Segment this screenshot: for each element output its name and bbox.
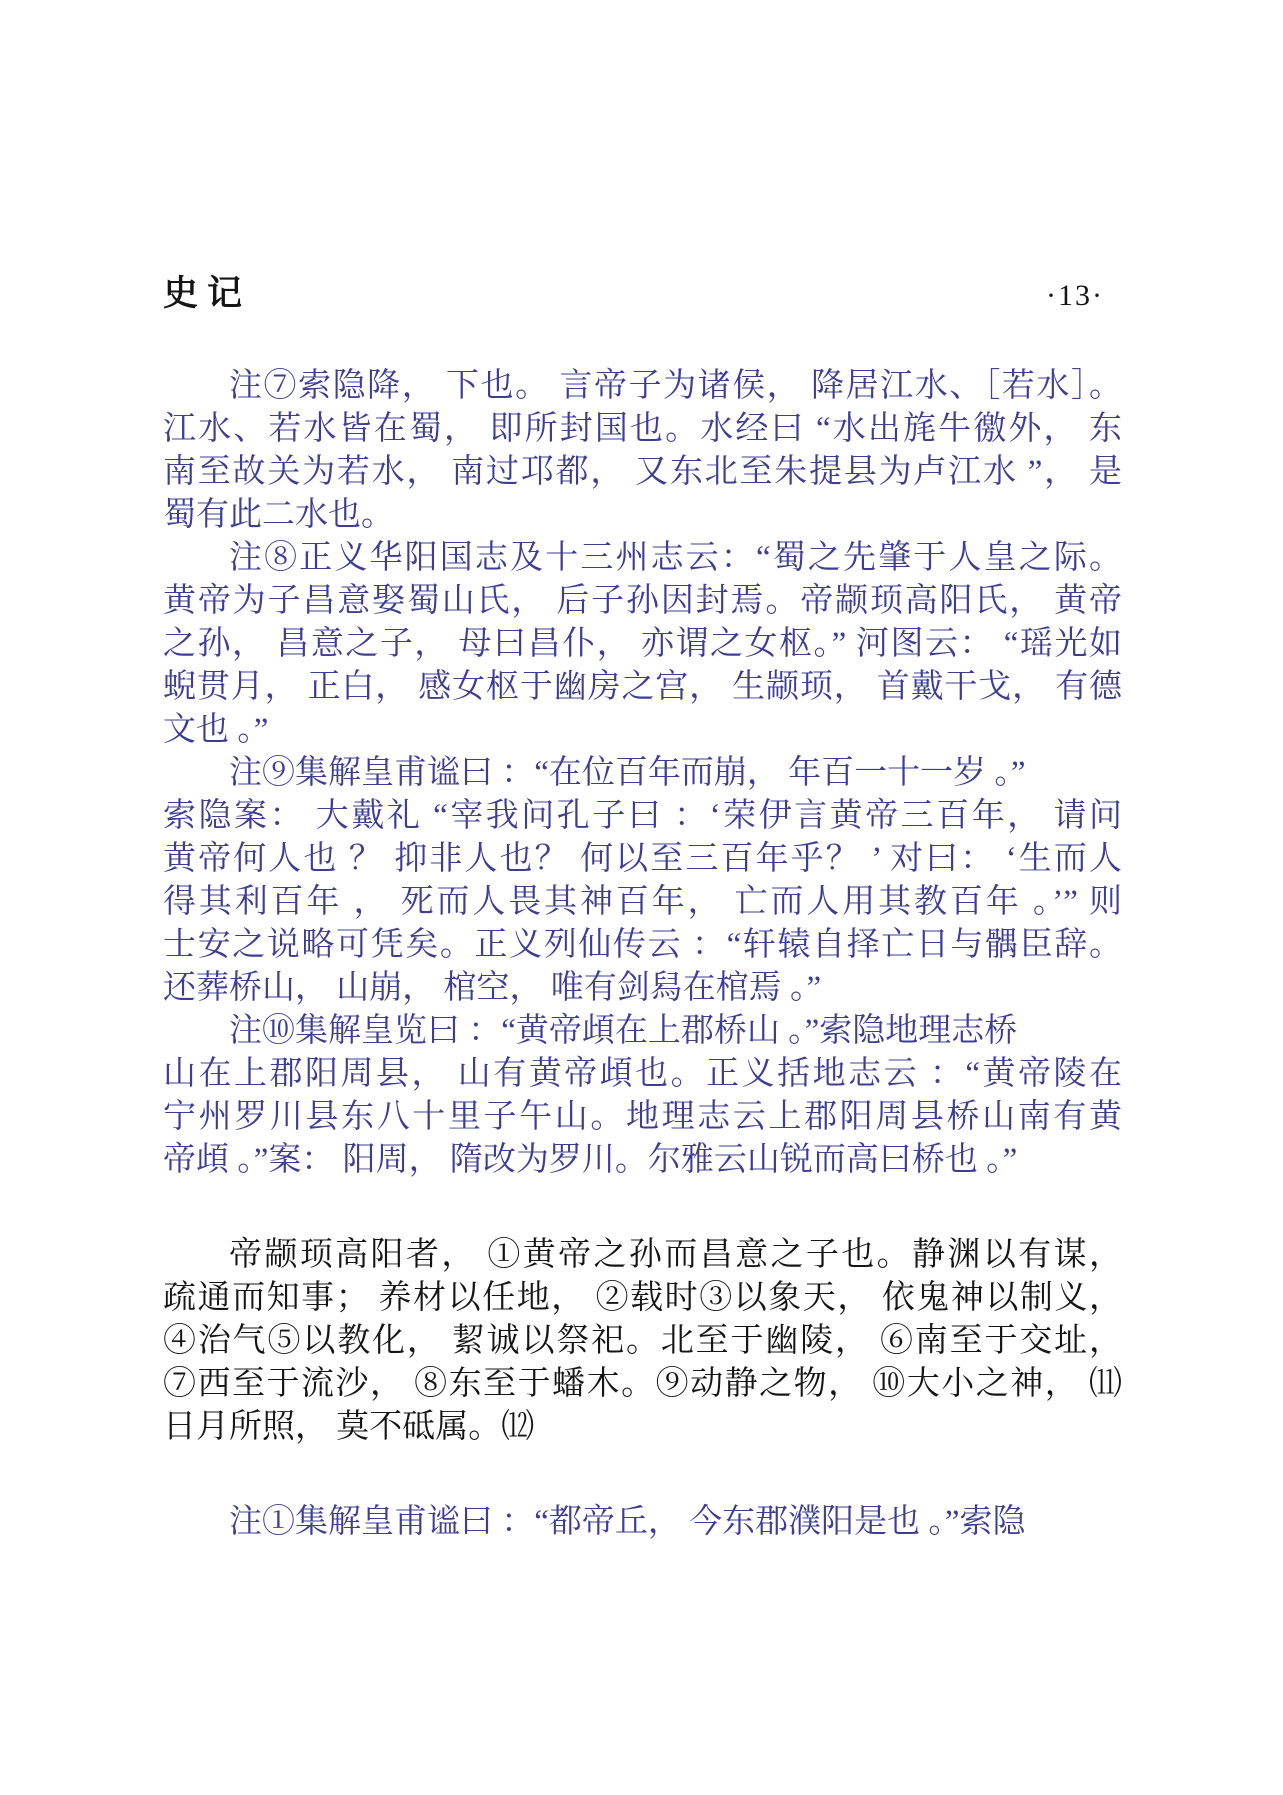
- text-line: [163, 623, 1122, 666]
- text-line: [163, 451, 1122, 494]
- text-line: [163, 1096, 1122, 1139]
- text-line-content: 帝颛顼高阳者， ①黄帝之孙而昌意之子也。静渊以有谋，: [229, 1237, 1122, 1273]
- text-line-content: 得其利百年 ， 死而人畏其神百年， 亡而人用其教百年 。’” 则: [163, 884, 1122, 920]
- text-line: [163, 1139, 1122, 1182]
- text-line: [163, 881, 1122, 924]
- text-line: [163, 1406, 1122, 1449]
- text-line: [163, 537, 1122, 580]
- text-line-content: 日月所照， 莫不砥属。⑿: [163, 1409, 535, 1445]
- text-line-content: 注⑩集解皇览曰 ：“黄帝頉在上郡桥山 。”索隐地理志桥: [229, 1013, 1018, 1049]
- text-line-content: 注①集解皇甫谧曰 ：“都帝丘， 今东郡濮阳是也 。”索隐: [229, 1504, 1026, 1540]
- text-line-content: 索隐案： 大戴礼 “宰我问孔子曰 ：‘荣伊言黄帝三百年， 请问: [163, 798, 1122, 834]
- main-text: [163, 1234, 1122, 1449]
- text-line: [163, 365, 1122, 408]
- text-line-content: 江水、若水皆在蜀， 即所封国也。水经曰 “水出旄牛徼外， 东: [163, 411, 1122, 447]
- text-line: [163, 580, 1122, 623]
- text-line: [163, 1010, 1122, 1053]
- note-7: [163, 365, 1122, 537]
- note-8: [163, 537, 1122, 752]
- text-line-content: 宁州罗川县东八十里子午山。地理志云上郡阳周县桥山南有黄: [163, 1099, 1122, 1135]
- text-line-content: 蜀有此二水也。: [163, 497, 394, 533]
- text-line-content: 文也 。”: [163, 712, 269, 748]
- text-line-content: 士安之说略可凭矣。正义列仙传云 ：“轩辕自择亡日与髃臣辞。: [163, 927, 1122, 963]
- text-block: [163, 365, 1122, 1544]
- text-line: [163, 924, 1122, 967]
- page-number: ·13·: [1046, 279, 1104, 312]
- text-line-content: 之孙， 昌意之子， 母曰昌仆， 亦谓之女枢。” 河图云： “瑶光如: [163, 626, 1122, 662]
- text-line: [163, 1234, 1122, 1277]
- text-line-content: 山在上郡阳周县， 山有黄帝頉也。正义括地志云 ：“黄帝陵在: [163, 1056, 1122, 1092]
- text-line-content: 注⑦索隐降， 下也。 言帝子为诸侯， 降居江水、［若水］。: [229, 368, 1122, 404]
- text-line-content: 疏通而知事； 养材以任地， ②载时③以象天， 依鬼神以制义，: [163, 1280, 1122, 1316]
- note-1: [163, 1501, 1122, 1544]
- text-line: [163, 1320, 1122, 1363]
- text-line: [163, 838, 1122, 881]
- text-line: [163, 1053, 1122, 1096]
- text-line: [163, 666, 1122, 709]
- text-line-content: ⑦西至于流沙， ⑧东至于蟠木。⑨动静之物， ⑩大小之神， ⑾: [163, 1366, 1123, 1402]
- text-line: [163, 1363, 1122, 1406]
- text-line: [163, 752, 1122, 795]
- text-line: [163, 967, 1122, 1010]
- text-line-content: 蜺贯月， 正白， 感女枢于幽房之宫， 生颛顼， 首戴干戈， 有德: [163, 669, 1123, 705]
- text-line: [163, 1277, 1122, 1320]
- text-line-content: ④治气⑤以教化， 絜诚以祭祀。北至于幽陵， ⑥南至于交址，: [163, 1323, 1122, 1359]
- text-line-content: 帝頉 。”案： 阳周， 隋改为罗川。尔雅云山锐而高曰桥也 。”: [163, 1142, 1018, 1178]
- text-line-content: 还葬桥山， 山崩， 棺空， 唯有剑舄在棺焉 。”: [163, 970, 822, 1006]
- text-line: [163, 709, 1122, 752]
- text-line: [163, 494, 1122, 537]
- text-line-content: 黄帝为子昌意娶蜀山氏， 后子孙因封焉。帝颛顼高阳氏， 黄帝: [163, 583, 1123, 619]
- text-line-content: 黄帝何人也 ？ 抑非人也？ 何以至三百年乎？ ’ 对曰： ‘生而人: [163, 841, 1122, 877]
- note-10: [163, 1010, 1122, 1182]
- book-title: 史记: [163, 274, 252, 313]
- text-line: [163, 408, 1122, 451]
- page-content: [163, 0, 1122, 1544]
- page-header: [163, 272, 1122, 316]
- text-line: [163, 795, 1122, 838]
- text-line-content: 南至故关为若水， 南过邛都， 又东北至朱提县为卢江水 ”， 是: [163, 454, 1122, 490]
- text-line: [163, 1501, 1122, 1544]
- text-line-content: 注⑧正义华阳国志及十三州志云：“蜀之先肇于人皇之际。: [229, 540, 1122, 576]
- note-9: [163, 752, 1122, 1010]
- text-line-content: 注⑨集解皇甫谧曰 ：“在位百年而崩， 年百一十一岁 。”: [229, 755, 1026, 791]
